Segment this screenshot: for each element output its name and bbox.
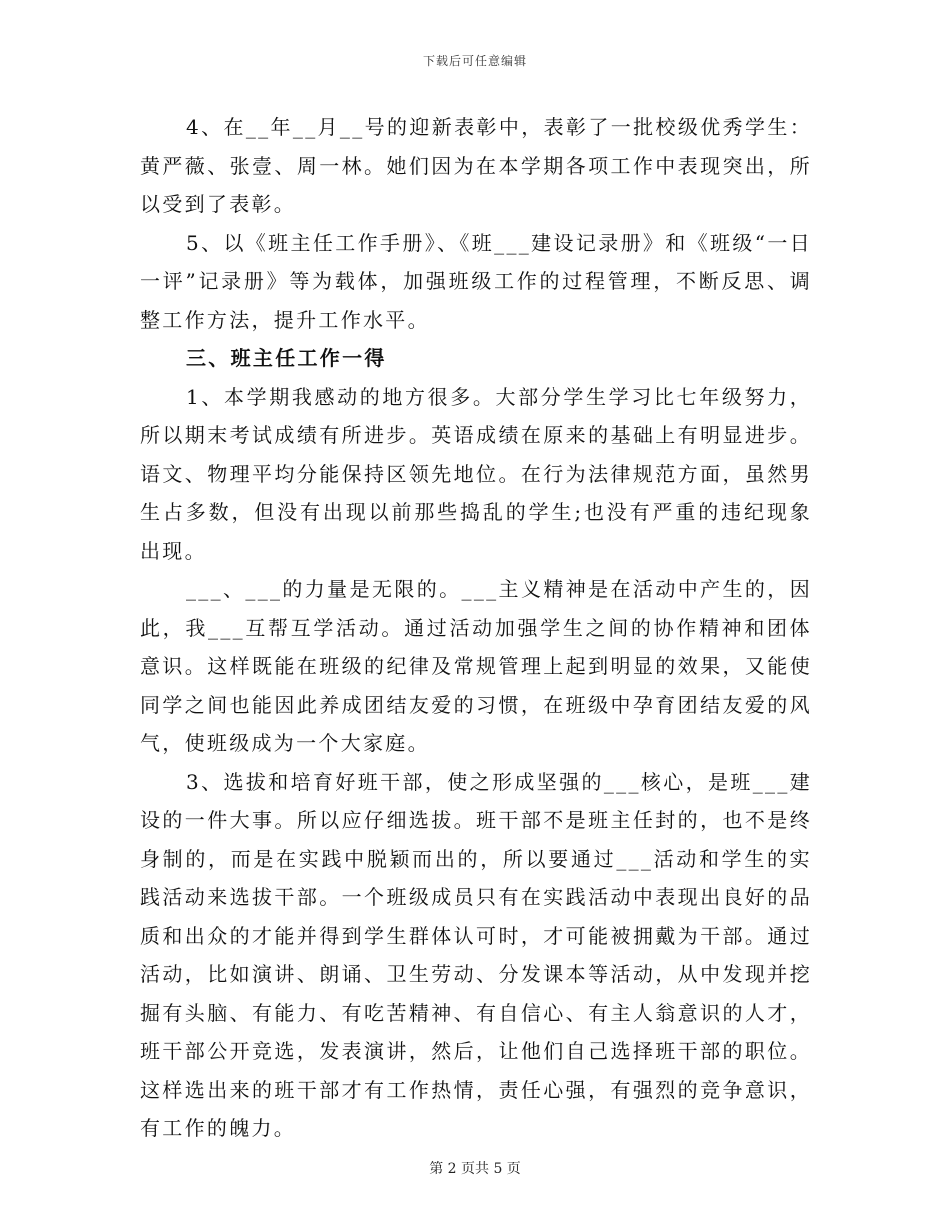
page-header: 下载后可任意编辑 <box>422 54 527 68</box>
section-heading: 三、班主任工作一得 <box>186 346 387 370</box>
paragraph-item-4: 4、在__年__月__号的迎新表彰中，表彰了一批校级优秀学生：黄严薇、张壹、周一林。她们因为在本学期各项工作中表现突出，所以受到了表彰。 <box>140 115 812 216</box>
paragraph-item-5: 5、以《班主任工作手册》、《班___建设记录册》和《班级“一日一评”记录册》等为载体，加强班级工作的过程管理，不断反思、调整工作方法，提升工作水平。 <box>140 230 812 332</box>
paragraph-section-1: 1、本学期我感动的地方很多。大部分学生学习比七年级努力，所以期末考试成绩有所进步。英语成绩在原来的基础上有明显进步。语文、物理平均分能保持区领先地位。在行为法律规范方面，虽然男生占多数，但没有出现以前那些捣乱的学生;也没有严重的违纪现象出现。 <box>140 384 812 563</box>
paragraph-section-3: 3、选拔和培育好班干部，使之形成坚强的___核心，是班___建设的一件大事。所以应仔细选拔。班干部不是班主任封的，也不是终身制的，而是在实践中脱颖而出的，所以要通过___活动和学生的实践活动来选拔干部。一个班级成员只有在实践活动中表现出良好的品质和出众的才能并得到学生群体认可时，才可能被拥戴为干部。通过活动，比如演讲、朗诵、卫生劳动、分发课本等活动，从中发现并挖掘有头脑、有能力、有吃苦精神、有自信心、有主人翁意识的人才，班干部公开竞选，发表演讲，然后，让他们自己选择班干部的职位。这样选出来的班干部才有工作热情，责任心强，有强烈的竞争意识，有工作的魄力。 <box>140 769 812 1140</box>
document-body <box>140 108 812 1148</box>
paragraph-section-2: ___、___的力量是无限的。___主义精神是在活动中产生的，因此，我___互帮互学活动。通过活动加强学生之间的协作精神和团体意识。这样既能在班级的纪律及常规管理上起到明显的效果，又能使同学之间也能因此养成团结友爱的习惯，在班级中孕育团结友爱的风气，使班级成为一个大家庭。 <box>140 577 812 755</box>
page-number: 第 2 页共 5 页 <box>429 1161 521 1177</box>
